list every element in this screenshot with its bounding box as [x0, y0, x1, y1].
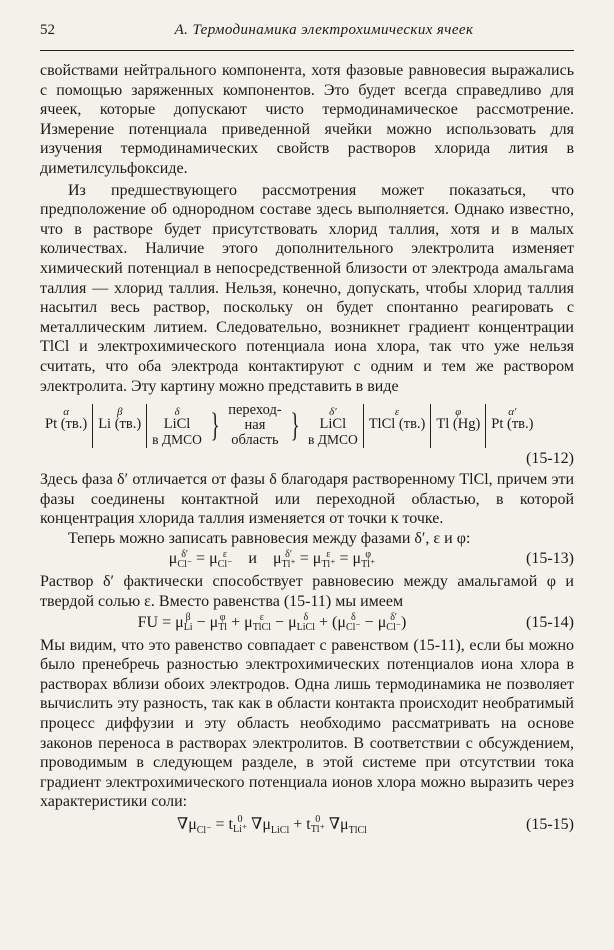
paragraph-5: Раствор δ′ фактически способствует равновесию между амальгамой φ и твердой солью ε. Вместо равенства (15-11) мы имеем	[40, 573, 574, 611]
page	[40, 22, 574, 838]
equation-number-15-12: (15-12)	[526, 450, 574, 468]
running-header	[40, 22, 574, 44]
phase-phi: φ Tl (Hg)	[436, 405, 481, 432]
eq13-conj: и	[248, 550, 257, 568]
equation-15-14	[40, 612, 574, 636]
equation-15-15	[40, 814, 574, 838]
header-rule	[40, 50, 574, 51]
running-title: А. Термодинамика электрохимических ячеек	[174, 22, 474, 38]
paragraph-3: Здесь фаза δ′ отличается от фазы δ благодаря растворенному TlCl, причем эти фазы соединены контактной или переходной областью, в которой концентрация хлорида таллия изменяется от точки к точке.	[40, 471, 574, 528]
brace-right: }	[290, 406, 300, 444]
eq14-body: FU = μ β Li − μ φ Tl + μ ε TlCl − μ δ LiCl + (μ δ Cl⁻ − μ δ′ Cl⁻ )	[137, 611, 407, 633]
phase-alpha-prime: α′ Pt (тв.)	[491, 405, 534, 432]
phase-beta: β Li (тв.)	[98, 405, 142, 432]
equation-number-15-14: (15-14)	[526, 613, 574, 631]
eq15-body: $\nabla\mu_{Cl^-} = t$ 0 Li⁺ $\nabla\mu_{LiCl} + t$ 0 Tl⁺ $\nabla\mu_{TlCl}$	[177, 814, 367, 837]
phase-delta-prime: δ′ LiCl в ДМСО	[307, 405, 358, 447]
cell-scheme	[40, 403, 574, 448]
paragraph-4: Теперь можно записать равновесия между фазами δ′, ε и φ:	[68, 529, 471, 547]
page-number: 52	[40, 22, 55, 38]
eq13-left: μ δ′ Cl⁻ = μ ε Cl⁻	[168, 548, 233, 570]
phase-transition-region: переход- ная область	[228, 402, 282, 449]
brace-left: }	[210, 406, 220, 444]
eq13-right: μ δ′ Tl⁺ = μ ε Tl⁺ = μ φ Tl⁺	[272, 548, 376, 570]
paragraph-2: Из предшествующего рассмотрения может показаться, что предположение об однородном составе здесь выполняется. Однако известно, что в растворе будет присутствовать хлорид таллия, хотя и в малых количествах. Наличие этого дополнительного электролита изменяет химический потенциал в непосредственной близости от электрода амальгама таллия — хлорид таллия. Нельзя, конечно, допускать, чтобы хлорид таллия насытил весь раствор, поскольку он будет спонтанно реагировать с металлическим литием. Следовательно, возникнет градиент концентрации TlCl и электрохимического потенциала иона хлора, так что уже нельзя считать, что оба электрода контактируют с одним и тем же раствором электролита. Эту картину можно представить в виде	[40, 181, 574, 395]
phase-alpha: α Pt (тв.)	[45, 405, 88, 432]
phase-delta: δ LiCl в ДМСО	[152, 405, 202, 447]
paragraph-1: свойствами нейтрального компонента, хотя фазовые равновесия выражались с помощью заряженных компонентов. Это будет всегда справедливо для ячеек, которые допускают чисто термодинамическое рассмотрение. Измерение потенциала приведенной ячейки можно использовать для изучения термодинамических свойств растворов хлорида лития в диметилсульфоксиде.	[40, 62, 574, 177]
paragraph-6: Мы видим, что это равенство совпадает с равенством (15-11), если бы можно было пренебречь разностью электрохимических потенциалов иона хлора в растворах вблизи обоих электродов. Одна лишь термодинамика не позволяет вычислить эту разность, так как в области контакта происходит необратимый процесс диффузии и эту область необходимо рассматривать на основе законов переноса в растворах электролитов. В соответствии с обсуждением, проводимым в следующем разделе, в этой системе при отсутствии тока градиент электрохимического потенциала ионов хлора можно выразить через характеристики соли:	[40, 636, 574, 811]
equation-15-13	[40, 548, 574, 572]
equation-number-15-13: (15-13)	[526, 550, 574, 568]
equation-number-15-15: (15-15)	[526, 816, 574, 833]
phase-epsilon: ε TlCl (тв.)	[368, 405, 426, 432]
